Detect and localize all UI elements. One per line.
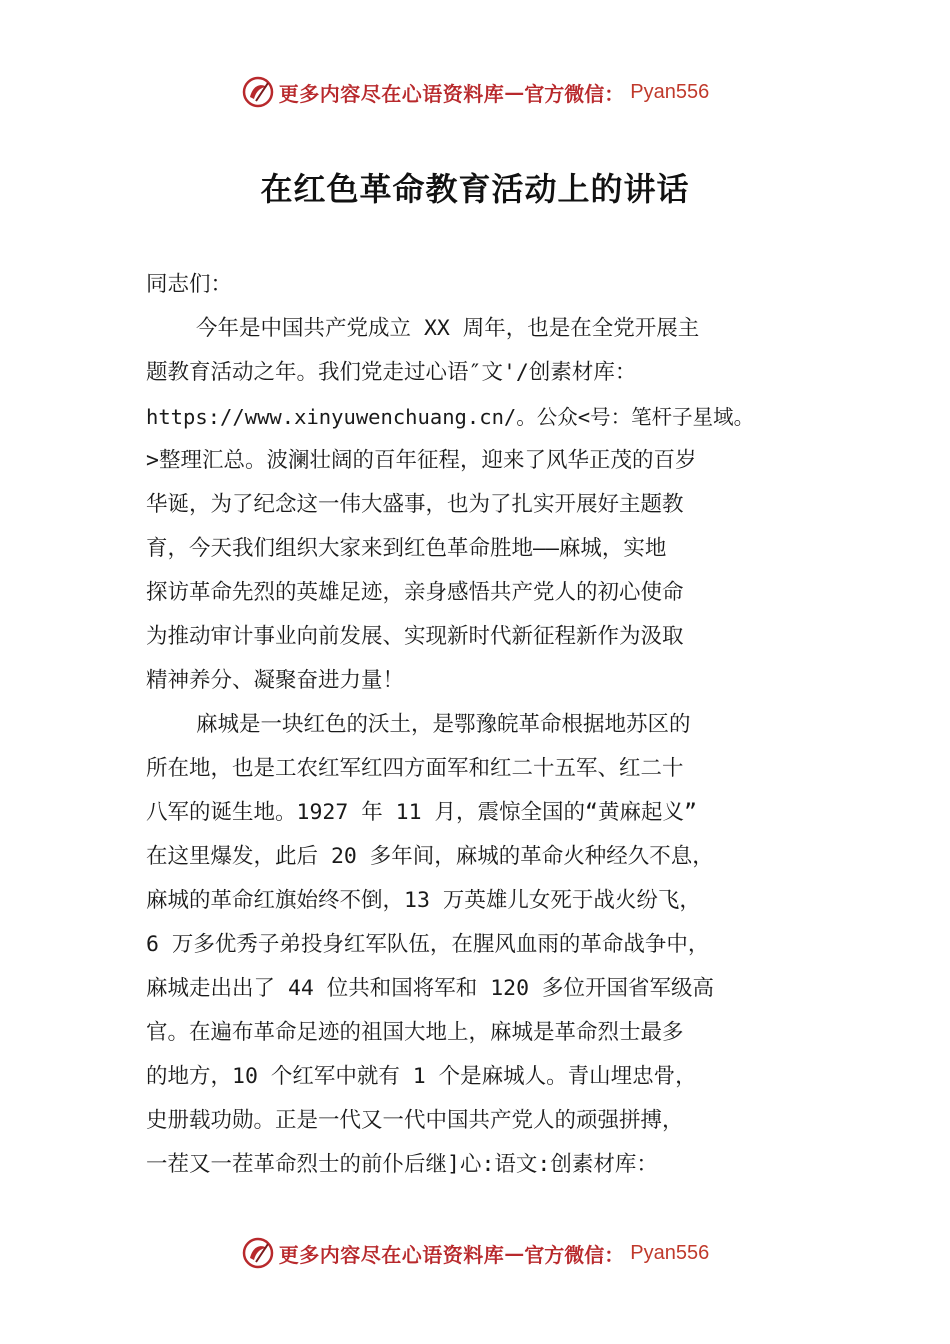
paragraph-line: 华诞，为了纪念这一伟大盛事，也为了扎实开展好主题教 — [146, 492, 684, 517]
footer-banner — [0, 1233, 950, 1273]
brand-logo-icon — [241, 75, 275, 109]
paragraph-line: 史册载功勋。正是一代又一代中国共产党人的顽强拼搏， — [146, 1108, 684, 1133]
weixin-id: Pyan556 — [630, 80, 710, 103]
brand-logo-icon — [241, 1236, 275, 1270]
banner-separator: — — [504, 80, 525, 104]
paragraph-line: 在这里爆发，此后 20 多年间，麻城的革命火种经久不息， — [146, 844, 714, 869]
paragraph-line: 八军的诞生地。1927 年 11 月，震惊全国的“黄麻起义” — [146, 800, 697, 825]
paragraph-line: 今年是中国共产党成立 XX 周年，也是在全党开展主 — [196, 316, 700, 341]
paragraph-line: 育，今天我们组织大家来到红色革命胜地——麻城，实地 — [146, 536, 667, 561]
paragraph-line: 麻城走出出了 44 位共和国将军和 120 多位开国省军级高 — [146, 976, 714, 1001]
paragraph-line: 为推动审计事业向前发展、实现新时代新征程新作为汲取 — [146, 624, 684, 649]
paragraph-line: 麻城是一块红色的沃土，是鄂豫皖革命根据地苏区的 — [196, 712, 691, 737]
weixin-label: 官方微信： — [524, 1242, 625, 1267]
document-body — [146, 263, 818, 1187]
banner-text: 更多内容尽在心语资料库 — [278, 1242, 505, 1267]
paragraph-line: https://www.xinyuwenchuang.cn/。公众<号：笔杆子星域。 — [146, 405, 755, 429]
header-banner — [0, 72, 950, 112]
weixin-label: 官方微信： — [524, 81, 625, 106]
paragraph-line: 的地方，10 个红军中就有 1 个是麻城人。青山埋忠骨， — [146, 1064, 697, 1089]
paragraph-line: 精神养分、凝聚奋进力量！ — [146, 668, 405, 693]
paragraph-line: 官。在遍布革命足迹的祖国大地上，麻城是革命烈士最多 — [146, 1020, 684, 1045]
document-title: 在红色革命教育活动上的讲话 — [260, 170, 690, 208]
paragraph-line: 6 万多优秀子弟投身红军队伍，在腥风血雨的革命战争中， — [146, 932, 710, 957]
banner-text: 更多内容尽在心语资料库 — [278, 81, 505, 106]
paragraph-line: 麻城的革命红旗始终不倒，13 万英雄儿女死于战火纷飞， — [146, 888, 701, 913]
paragraph-line: 所在地，也是工农红军红四方面军和红二十五军、红二十 — [146, 756, 684, 781]
salutation: 同志们： — [146, 272, 233, 297]
paragraph-line: >整理汇总。波澜壮阔的百年征程，迎来了风华正茂的百岁 — [146, 448, 697, 473]
banner-separator: — — [504, 1241, 525, 1265]
paragraph-line: 探访革命先烈的英雄足迹，亲身感悟共产党人的初心使命 — [146, 580, 684, 605]
paragraph-line: 题教育活动之年。我们党走过心语″文'/创素材库： — [146, 360, 637, 385]
paragraph-line: 一茬又一茬革命烈士的前仆后继]心:语文:创素材库： — [146, 1152, 658, 1177]
weixin-id: Pyan556 — [630, 1241, 710, 1264]
